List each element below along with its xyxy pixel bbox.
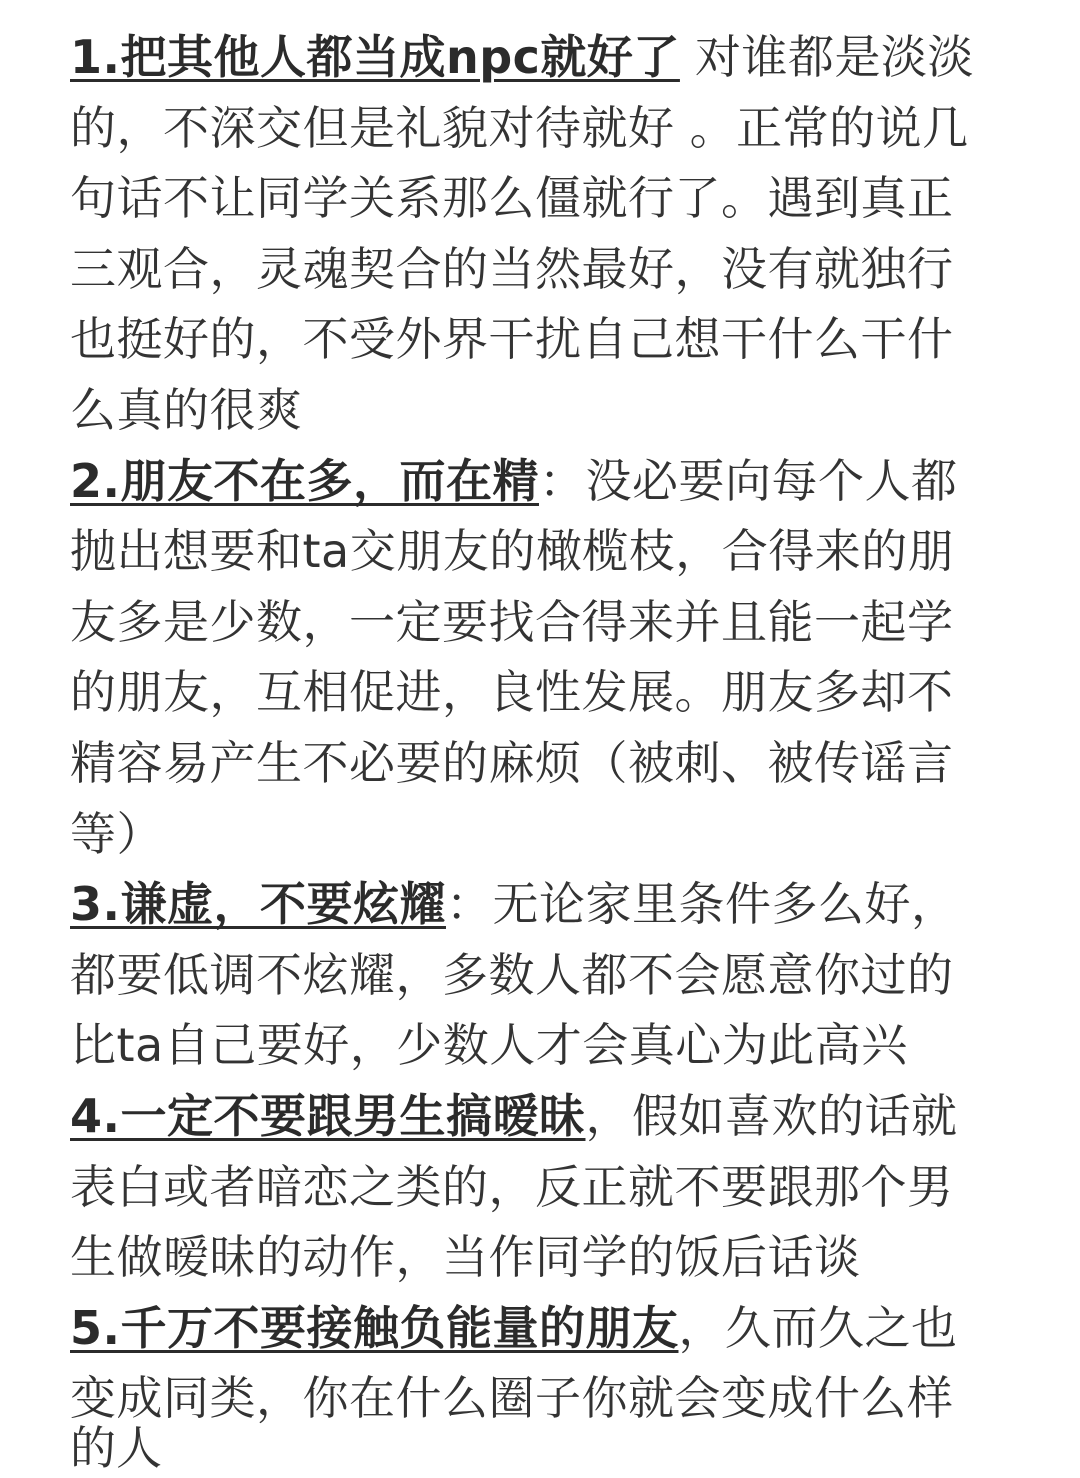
tip-body-3: ：无论家里条件多么好，都要低调不炫耀，多数人都不会愿意你过的比ta自己要好，少数人才会真心为此高兴 bbox=[70, 877, 958, 1073]
tip-item-1 bbox=[70, 22, 980, 446]
tip-heading-4: 4.一定不要跟男生搞暧昧 bbox=[70, 1088, 586, 1143]
tip-item-3 bbox=[70, 869, 980, 1081]
tip-body-1: 对谁都是淡淡的，不深交但是礼貌对待就好 。正常的说几句话不让同学关系那么僵就行了。遇到真正三观合，灵魂契合的当然最好，没有就独行也挺好的，不受外界干扰自己想干什么干什么真的很爽 bbox=[70, 30, 975, 437]
tip-body-5: ，久而久之也变成同类，你在什么圈子你就会变成什么样 bbox=[70, 1300, 958, 1426]
tip-item-2 bbox=[70, 446, 980, 870]
tip-heading-2: 2.朋友不在多，而在精 bbox=[70, 453, 539, 508]
tip-item-4 bbox=[70, 1081, 980, 1293]
tip-body-2: ：没必要向每个人都抛出想要和ta交朋友的橄榄枝，合得来的朋友多是少数，一定要找合得来并且能一起学的朋友，互相促进，良性发展。朋友多却不精容易产生不必要的麻烦（被刺、被传谣言等） bbox=[70, 453, 958, 861]
cutoff-line bbox=[70, 1420, 200, 1475]
tip-heading-3: 3.谦虚，不要炫耀 bbox=[70, 877, 446, 932]
tip-item-5 bbox=[70, 1293, 980, 1434]
tip-heading-5: 5.千万不要接触负能量的朋友 bbox=[70, 1300, 679, 1355]
tip-body-4: ，假如喜欢的话就表白或者暗恋之类的，反正就不要跟那个男生做暧昧的动作，当作同学的饭后话谈 bbox=[70, 1088, 958, 1285]
note-content bbox=[70, 22, 980, 1434]
cutoff-text: 的人 bbox=[70, 1421, 162, 1475]
tip-heading-1: 1.把其他人都当成npc就好了 bbox=[70, 30, 680, 84]
